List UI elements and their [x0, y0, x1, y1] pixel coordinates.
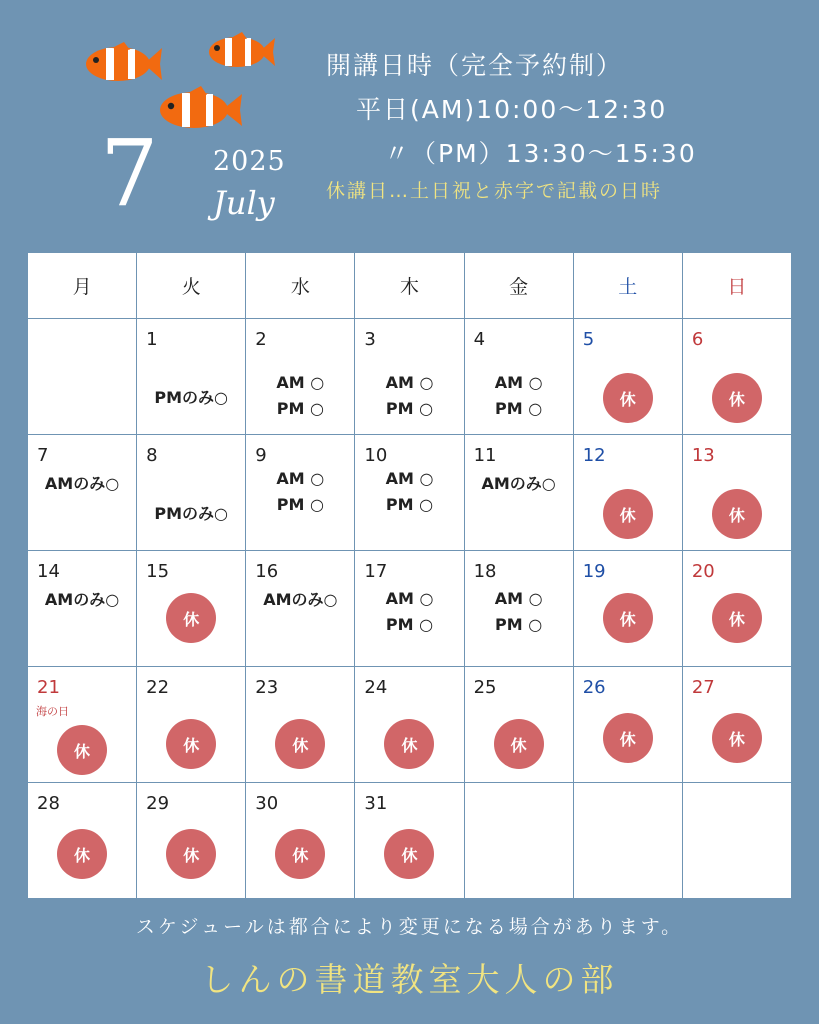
closed-badge: 休 [712, 593, 762, 643]
closed-badge: 休 [384, 829, 434, 879]
closed-badge: 休 [603, 373, 653, 423]
pm-slot: PM ○ [385, 399, 434, 418]
closed-badge: 休 [712, 373, 762, 423]
day-number: 12 [582, 445, 606, 466]
day-cell [355, 319, 464, 435]
day-number: 31 [364, 793, 388, 814]
day-number: 20 [691, 561, 715, 582]
school-title: しんの書道教室大人の部 [200, 960, 619, 999]
weekday-mon: 月 [28, 253, 137, 319]
clownfish-icon [156, 86, 244, 134]
pm-slot: PM ○ [385, 495, 434, 514]
day-number: 28 [37, 793, 60, 814]
month-name: July [213, 184, 275, 222]
day-cell [464, 667, 573, 783]
day-cell [137, 783, 246, 899]
day-number: 30 [255, 793, 279, 814]
pm-slot: PM ○ [495, 399, 543, 418]
day-number: 4 [473, 329, 486, 350]
am-slot: AM ○ [276, 469, 325, 488]
day-cell [246, 319, 355, 435]
schedule-change-note: スケジュールは都合により変更になる場合があります。 [135, 916, 684, 938]
weekday-fri: 金 [464, 253, 573, 319]
pm-only-slot: PMのみ○ [154, 504, 229, 523]
day-cell [137, 319, 246, 435]
week-row [28, 551, 792, 667]
day-number: 2 [255, 329, 267, 350]
day-number: 19 [582, 561, 606, 582]
calendar-grid [27, 252, 792, 899]
am-slot: AM ○ [276, 373, 325, 392]
closed-badge: 休 [494, 719, 544, 769]
weekday-am-hours: 平日(AM)10:00～12:30 [356, 95, 668, 124]
weekday-tue: 火 [137, 253, 246, 319]
day-cell [28, 551, 137, 667]
weekday-pm-hours: 〃（PM）13:30～15:30 [384, 139, 697, 168]
day-cell [682, 551, 791, 667]
day-cell [464, 319, 573, 435]
closed-badge: 休 [603, 713, 653, 763]
day-cell [137, 435, 246, 551]
day-cell [246, 435, 355, 551]
day-number: 10 [364, 445, 388, 466]
week-row [28, 667, 792, 783]
day-cell [682, 319, 791, 435]
holiday-label: 海の日 [36, 705, 69, 718]
weekday-thu: 木 [355, 253, 464, 319]
day-cell [573, 319, 682, 435]
class-hours [326, 44, 697, 176]
day-number: 8 [146, 445, 158, 466]
year: 2025 [213, 146, 286, 177]
am-only-slot: AMのみ○ [481, 474, 556, 493]
day-number: 29 [146, 793, 170, 814]
am-only-slot: AMのみ○ [44, 590, 120, 609]
closed-badge: 休 [712, 489, 762, 539]
closed-badge: 休 [57, 829, 107, 879]
closed-badge: 休 [603, 593, 653, 643]
day-cell [573, 551, 682, 667]
day-cell [246, 783, 355, 899]
day-cell [355, 551, 464, 667]
day-number: 11 [473, 445, 497, 466]
day-number: 22 [146, 677, 170, 698]
day-cell [28, 783, 137, 899]
weekday-header-row [28, 253, 792, 319]
day-number: 5 [582, 329, 595, 350]
day-number: 1 [146, 329, 158, 350]
day-number: 15 [146, 561, 170, 582]
closed-badge: 休 [275, 719, 325, 769]
closed-days-note: 休講日…土日祝と赤字で記載の日時 [326, 180, 663, 202]
am-slot: AM ○ [494, 589, 543, 608]
day-number: 13 [691, 445, 715, 466]
day-cell [137, 551, 246, 667]
day-number: 25 [473, 677, 497, 698]
am-only-slot: AMのみ○ [44, 474, 120, 493]
day-number: 26 [582, 677, 606, 698]
pm-slot: PM ○ [495, 615, 543, 634]
closed-badge: 休 [712, 713, 762, 763]
closed-badge: 休 [603, 489, 653, 539]
weekday-sun: 日 [682, 253, 791, 319]
day-number: 17 [364, 561, 388, 582]
day-cell [246, 551, 355, 667]
pm-slot: PM ○ [276, 495, 324, 514]
closed-badge: 休 [166, 593, 216, 643]
day-cell-empty [573, 783, 682, 899]
day-number: 21 [37, 677, 60, 698]
day-number: 16 [255, 561, 279, 582]
pm-only-slot: PMのみ○ [154, 388, 229, 407]
day-cell [464, 435, 573, 551]
day-cell [28, 435, 137, 551]
closed-badge: 休 [57, 725, 107, 775]
closed-badge: 休 [384, 719, 434, 769]
day-cell [137, 667, 246, 783]
closed-badge: 休 [166, 829, 216, 879]
clownfish-icon [205, 32, 277, 72]
day-cell [246, 667, 355, 783]
day-cell [573, 667, 682, 783]
day-number: 6 [691, 329, 704, 350]
am-slot: AM ○ [385, 589, 434, 608]
day-number: 23 [255, 677, 279, 698]
closed-badge: 休 [275, 829, 325, 879]
day-cell [682, 667, 791, 783]
week-row [28, 319, 792, 435]
day-cell [464, 551, 573, 667]
weekday-sat: 土 [573, 253, 682, 319]
day-number: 18 [473, 561, 497, 582]
pm-slot: PM ○ [385, 615, 434, 634]
day-cell [573, 435, 682, 551]
day-number: 27 [691, 677, 715, 698]
month-number: 7 [100, 120, 159, 227]
closed-badge: 休 [166, 719, 216, 769]
weekday-wed: 水 [246, 253, 355, 319]
pm-slot: PM ○ [276, 399, 324, 418]
day-number: 7 [37, 445, 49, 466]
day-cell [355, 435, 464, 551]
day-cell-empty [682, 783, 791, 899]
am-only-slot: AMのみ○ [263, 590, 338, 609]
week-row [28, 783, 792, 899]
day-number: 9 [255, 445, 267, 466]
day-cell-empty [464, 783, 573, 899]
day-number: 24 [364, 677, 388, 698]
am-slot: AM ○ [494, 373, 543, 392]
am-slot: AM ○ [385, 469, 434, 488]
week-row [28, 435, 792, 551]
day-cell [355, 783, 464, 899]
clownfish-icon [82, 42, 164, 86]
hours-title: 開講日時（完全予約制） [326, 51, 624, 80]
day-cell [355, 667, 464, 783]
day-cell [28, 667, 137, 783]
day-number: 3 [364, 329, 376, 350]
day-number: 14 [37, 561, 60, 582]
day-cell [682, 435, 791, 551]
day-cell-empty [28, 319, 137, 435]
am-slot: AM ○ [385, 373, 434, 392]
